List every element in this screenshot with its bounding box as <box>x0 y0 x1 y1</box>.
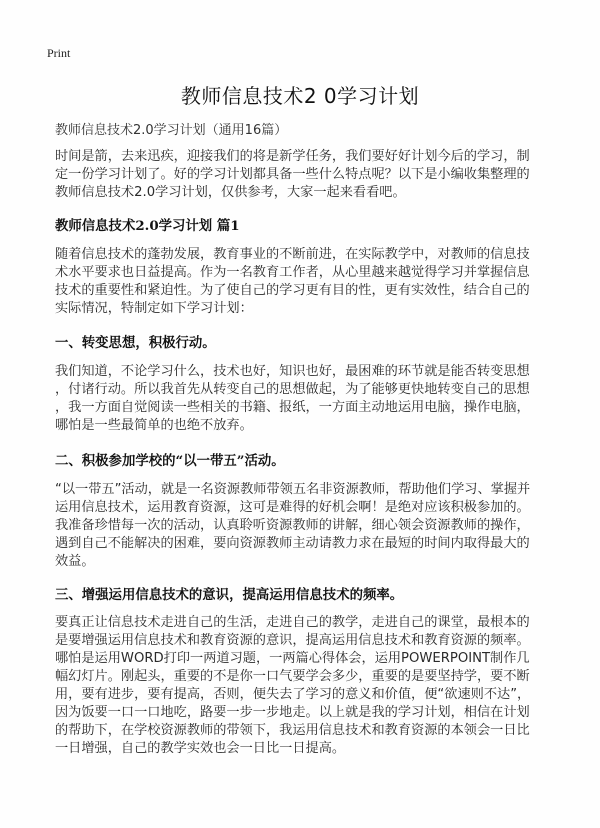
text-line: 因为饭要一口一口地吃，路要一步一步地走。以上就是我的学习计划，相信在计划 <box>55 705 530 720</box>
text-line: 术水平要求也日益提高。作为一名教育工作者，从心里越来越觉得学习并掌握信息 <box>55 265 530 280</box>
text-line: 技术的重要性和紧迫性。为了使自己的学习更有目的性，更有实效性，结合自己的 <box>55 283 530 298</box>
text-line: 一日增强，自己的教学实效也会一日比一日提高。 <box>55 741 346 756</box>
text-line: 哪怕是一些最简单的也绝不放弃。 <box>55 418 253 433</box>
text-line: ，我一方面自觉阅读一些相关的书籍、报纸，一方面主动地运用电脑，操作电脑， <box>55 400 530 415</box>
text-line: 效益。 <box>55 554 95 569</box>
text-line: 定一份学习计划了。好的学习计划都具备一些什么特点呢？以下是小编收集整理的 <box>55 167 530 182</box>
text-line: ，付诸行动。所以我首先从转变自己的思想做起，为了能够更快地转变自己的思想 <box>55 382 530 397</box>
text-line: 遇到自己不能解决的困难，要向资源教师主动请教力求在最短的时间内取得最大的 <box>55 536 530 551</box>
text-line: 运用信息技术，运用教育资源，这可是难得的好机会啊！是绝对应该积极参加的。 <box>55 500 530 515</box>
section-heading-3: 三、增强运用信息技术的意识，提高运用信息技术的频率。 <box>55 587 404 603</box>
text-line: 哪怕是运用WORD打印一两道习题，一两篇心得体会，运用POWERPOINT制作几 <box>55 651 530 666</box>
text-line: 我们知道，不论学习什么，技术也好，知识也好，最困难的环节就是能否转变思想 <box>55 364 530 379</box>
section-paragraph-3 <box>55 614 555 758</box>
opening-paragraph <box>55 246 555 318</box>
text-line: 的帮助下，在学校资源教师的带领下，我运用信息技术和教育资源的本领会一日比 <box>55 723 530 738</box>
print-label: Print <box>47 46 71 60</box>
section-heading-2: 二、积极参加学校的“以一带五”活动。 <box>55 453 285 469</box>
document-subtitle: 教师信息技术2.0学习计划（通用16篇） <box>55 123 288 138</box>
text-line: 随着信息技术的蓬勃发展，教育事业的不断前进，在实际教学中，对教师的信息技 <box>55 247 530 262</box>
section-paragraph-1 <box>55 363 555 435</box>
text-line: 是要增强运用信息技术和教育资源的意识，提高运用信息技术和教育资源的频率。 <box>55 633 530 648</box>
text-line: 用，要有进步，要有提高，否则，便失去了学习的意义和价值，便“欲速则不达”， <box>55 687 531 702</box>
text-line: 要真正让信息技术走进自己的生活，走进自己的教学，走进自己的课堂，最根本的 <box>55 615 530 630</box>
text-line: 时间是箭，去来迅疾，迎接我们的将是新学任务，我们要好好计划今后的学习，制 <box>55 149 530 164</box>
text-line: 教师信息技术2.0学习计划，仅供参考，大家一起来看看吧。 <box>55 185 406 200</box>
article-heading: 教师信息技术2.0学习计划 篇1 <box>55 218 240 234</box>
section-heading-1: 一、转变思想，积极行动。 <box>55 335 216 351</box>
text-line: 我准备珍惜每一次的活动，认真聆听资源教师的讲解，细心领会资源教师的操作， <box>55 518 530 533</box>
document-title: 教师信息技术2 0学习计划 <box>180 84 420 108</box>
text-line: 幅幻灯片。刚起头，重要的不是你一口气要学会多少，重要的是要坚持学，要不断 <box>55 669 530 684</box>
text-line: “以一带五”活动，就是一名资源教师带领五名非资源教师，帮助他们学习、掌握并 <box>55 482 531 497</box>
text-line: 实际情况，特制定如下学习计划： <box>55 301 253 316</box>
intro-paragraph <box>55 148 555 202</box>
section-paragraph-2 <box>55 481 555 571</box>
